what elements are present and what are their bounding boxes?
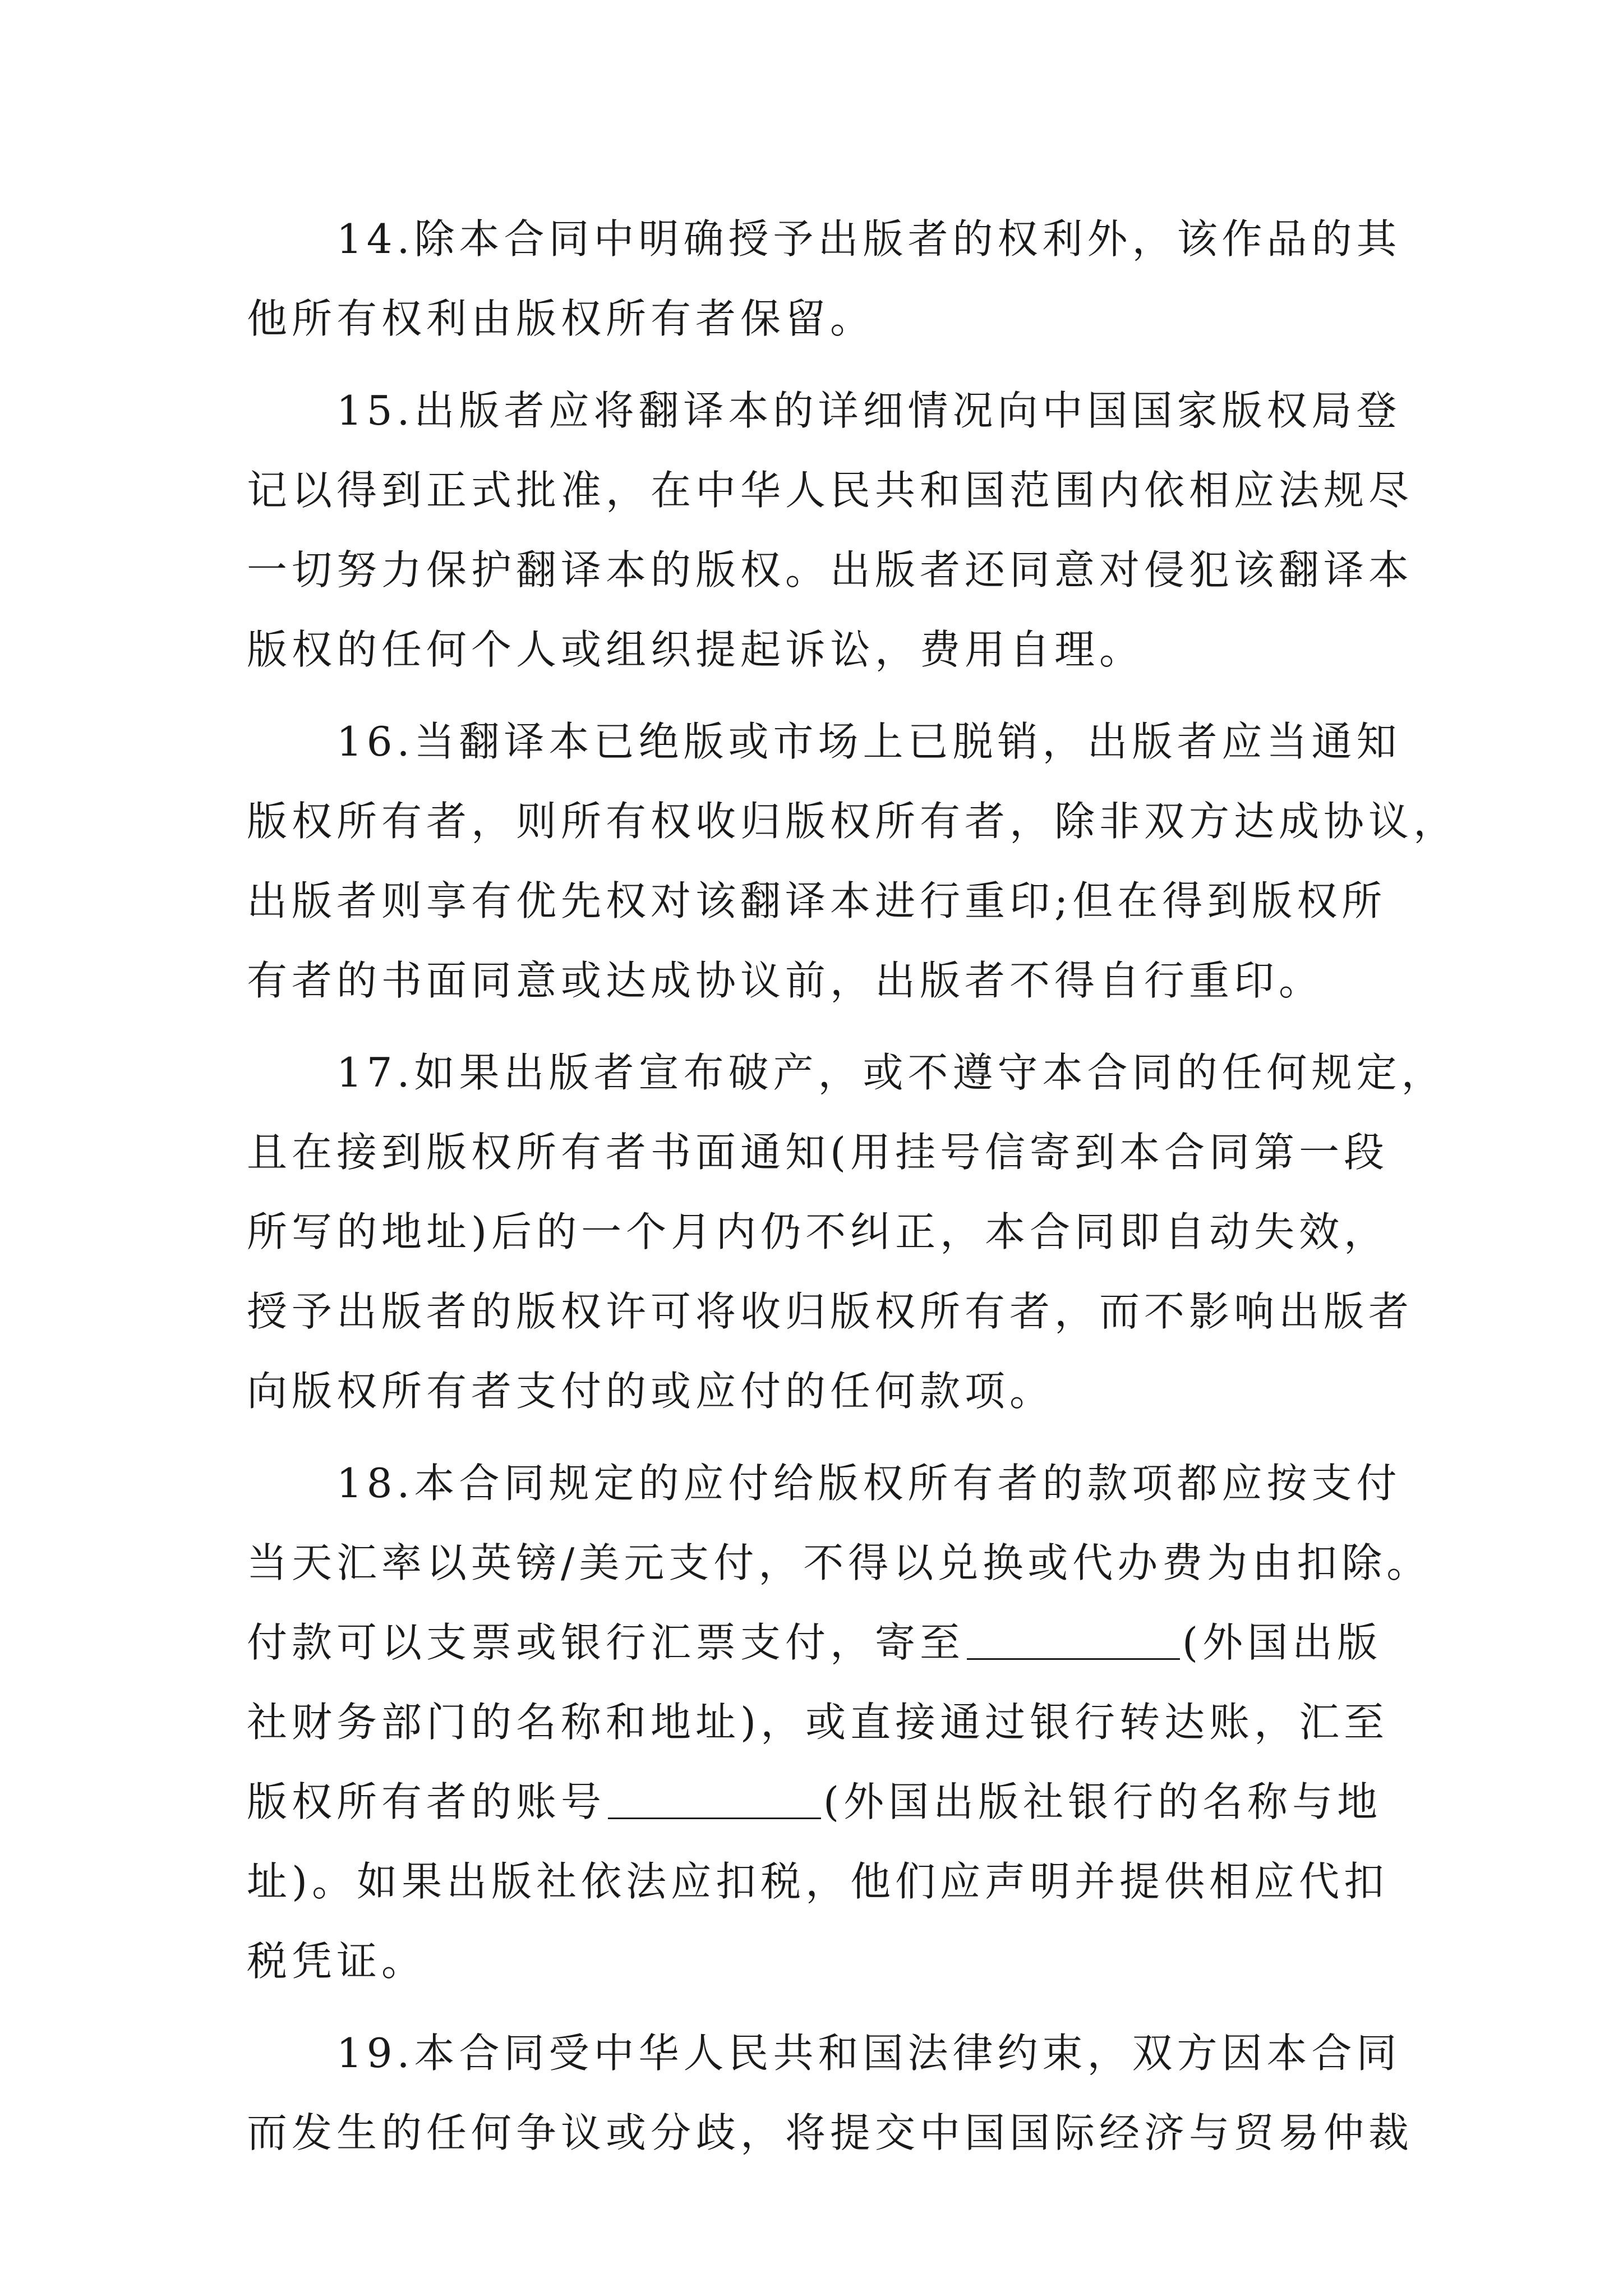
clause-15-line-4: 版权的任何个人或组织提起诉讼，费用自理。 bbox=[247, 626, 1145, 673]
clause-18-line-3-after: (外国出版 bbox=[1182, 1619, 1382, 1666]
clause-18-line-5 bbox=[247, 1762, 1380, 1842]
clause-18-line-3-before: 付款可以支票或银行汇票支付，寄至 bbox=[247, 1619, 965, 1666]
clause-16-line-3: 出版者则享有优先权对该翻译本进行重印;但在得到版权所 bbox=[247, 877, 1387, 924]
clause-17-line-4: 授予出版者的版权许可将收归版权所有者，而不影响出版者 bbox=[247, 1288, 1414, 1335]
clause-18-line-5-after: (外国出版社银行的名称与地 bbox=[823, 1778, 1382, 1825]
contract-text bbox=[247, 199, 1459, 2173]
clause-15-line-3: 一切努力保护翻译本的版权。出版者还同意对侵犯该翻译本 bbox=[247, 546, 1414, 593]
clause-17-line-2: 且在接到版权所有者书面通知(用挂号信寄到本合同第一段 bbox=[247, 1129, 1389, 1176]
clause-17-line-3: 所写的地址)后的一个月内仍不纠正，本合同即自动失效， bbox=[247, 1208, 1389, 1255]
clause-18-line-7: 税凭证。 bbox=[247, 1938, 427, 1985]
clause-14-line-1: 14.除本合同中明确授予出版者的权利外，该作品的其 bbox=[336, 215, 1401, 263]
clause-14-line-2: 他所有权利由版权所有者保留。 bbox=[247, 295, 875, 342]
clause-15-line-1: 15.出版者应将翻译本的详细情况向中国国家版权局登 bbox=[336, 387, 1401, 434]
clause-16-line-2: 版权所有者，则所有权收归版权所有者，除非双方达成协议， bbox=[247, 798, 1459, 845]
clause-17-line-5: 向版权所有者支付的或应付的任何款项。 bbox=[247, 1368, 1055, 1415]
account-number-blank bbox=[608, 1778, 821, 1819]
clause-18-line-4: 社财务部门的名称和地址)，或直接通过银行转达账，汇至 bbox=[247, 1699, 1389, 1746]
clause-19-line-2: 而发生的任何争议或分歧，将提交中国国际经济与贸易仲裁 bbox=[247, 2109, 1414, 2156]
clause-16-line-4: 有者的书面同意或达成协议前，出版者不得自行重印。 bbox=[247, 957, 1324, 1004]
clause-18-line-3 bbox=[247, 1603, 1380, 1682]
finance-department-blank bbox=[967, 1619, 1180, 1660]
clause-18-line-5-before: 版权所有者的账号 bbox=[247, 1778, 606, 1825]
clause-18-line-1: 18.本合同规定的应付给版权所有者的款项都应按支付 bbox=[336, 1460, 1401, 1507]
clause-15-line-2: 记以得到正式批准，在中华人民共和国范围内依相应法规尽 bbox=[247, 467, 1414, 514]
clause-16-line-1: 16.当翻译本已绝版或市场上已脱销，出版者应当通知 bbox=[336, 718, 1401, 765]
clause-18-line-6: 址)。如果出版社依法应扣税，他们应声明并提供相应代扣 bbox=[247, 1858, 1389, 1905]
clause-17-line-1: 17.如果出版者宣布破产，或不遵守本合同的任何规定， bbox=[336, 1049, 1446, 1096]
clause-19-line-1: 19.本合同受中华人民共和国法律约束，双方因本合同 bbox=[336, 2030, 1401, 2077]
clause-18-line-2: 当天汇率以英镑/美元支付，不得以兑换或代办费为由扣除。 bbox=[247, 1539, 1432, 1586]
